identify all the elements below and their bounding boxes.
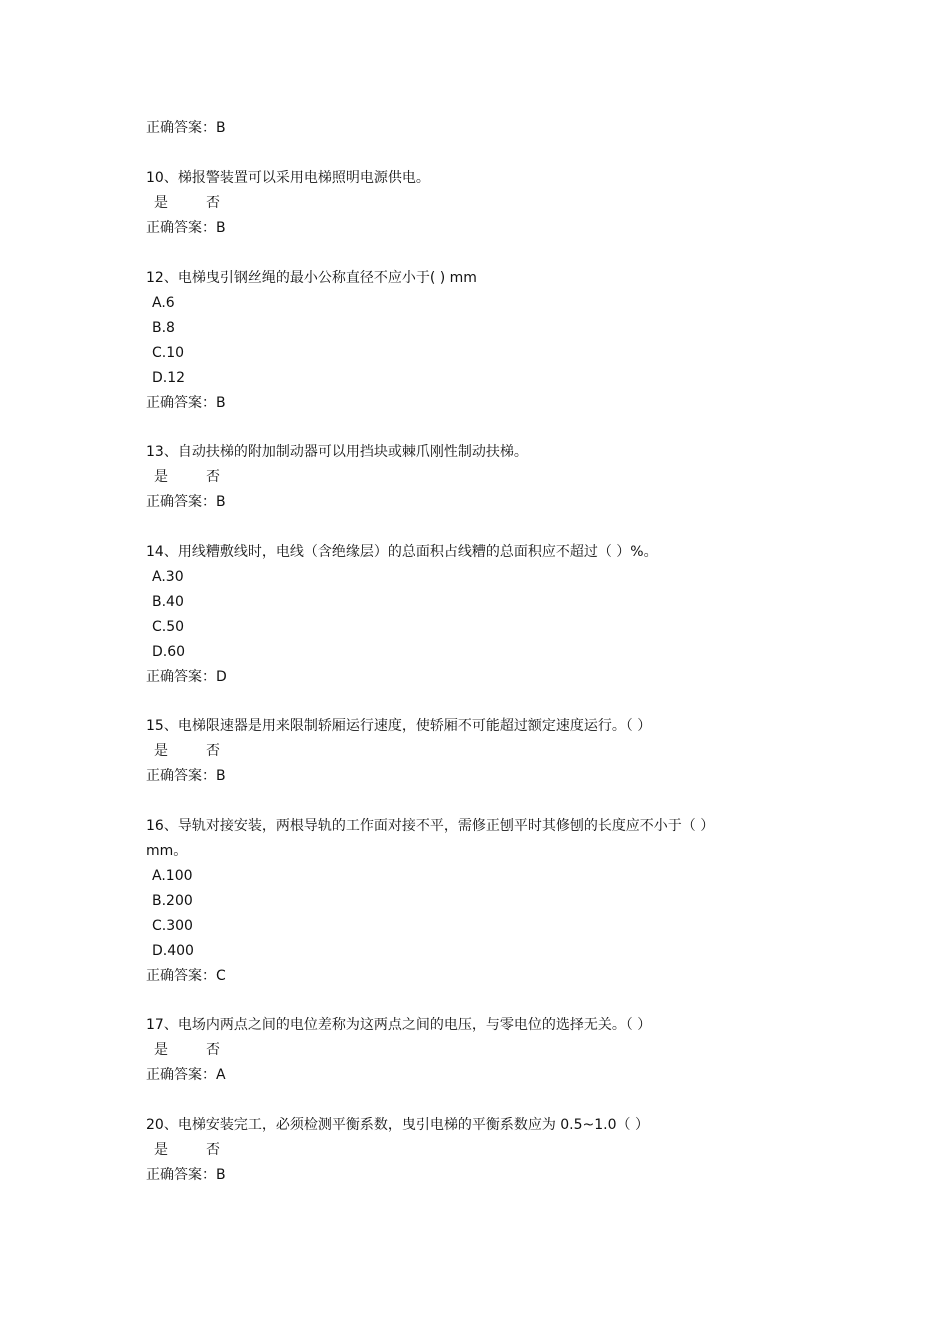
option-c: C.10 (152, 345, 185, 361)
answer-line: 正确答案：B (146, 768, 226, 784)
question-13: 13、自动扶梯的附加制动器可以用挡块或棘爪刚性制动扶梯。 (146, 444, 528, 460)
true-option: 是 (154, 1142, 168, 1158)
question-12: 12、电梯曳引钢丝绳的最小公称直径不应小于( ) mm (146, 270, 477, 286)
question-10: 10、梯报警装置可以采用电梯照明电源供电。 (146, 170, 430, 186)
true-false-options (154, 193, 220, 213)
true-false-options (154, 1040, 220, 1060)
true-option: 是 (154, 743, 168, 759)
true-option: 是 (154, 1042, 168, 1058)
option-a: A.6 (152, 295, 175, 311)
question-14: 14、用线糟敷线时，电线（含绝缘层）的总面积占线糟的总面积应不超过（ ）%。 (146, 544, 658, 560)
false-option: 否 (206, 1142, 220, 1158)
false-option: 否 (206, 195, 220, 211)
false-option: 否 (206, 469, 220, 485)
option-d: D.400 (152, 943, 194, 959)
true-option: 是 (154, 469, 168, 485)
answer-line: 正确答案：A (146, 1067, 226, 1083)
true-option: 是 (154, 195, 168, 211)
option-b: B.200 (152, 893, 193, 909)
answer-line: 正确答案：D (146, 669, 227, 685)
option-a: A.30 (152, 569, 184, 585)
answer-line: 正确答案：B (146, 395, 226, 411)
option-c: C.300 (152, 918, 193, 934)
answer-line: 正确答案：B (146, 120, 226, 136)
false-option: 否 (206, 1042, 220, 1058)
answer-line: 正确答案：B (146, 494, 226, 510)
answer-line: 正确答案：B (146, 220, 226, 236)
true-false-options (154, 741, 220, 761)
question-15: 15、电梯限速器是用来限制轿厢运行速度，使轿厢不可能超过额定速度运行。（ ） (146, 718, 652, 734)
question-16: 16、导轨对接安装，两根导轨的工作面对接不平，需修正刨平时其修刨的长度应不小于（ ） (146, 818, 715, 834)
question-20: 20、电梯安装完工，必须检测平衡系数，曳引电梯的平衡系数应为 0.5~1.0（ ） (146, 1117, 649, 1133)
answer-line: 正确答案：B (146, 1167, 226, 1183)
question-16-continued: mm。 (146, 843, 188, 859)
option-d: D.60 (152, 644, 186, 660)
true-false-options (154, 467, 220, 487)
option-d: D.12 (152, 370, 186, 386)
false-option: 否 (206, 743, 220, 759)
true-false-options (154, 1140, 220, 1160)
answer-line: 正确答案：C (146, 968, 226, 984)
option-b: B.40 (152, 594, 184, 610)
option-b: B.8 (152, 320, 175, 336)
option-c: C.50 (152, 619, 185, 635)
question-17: 17、电场内两点之间的电位差称为这两点之间的电压，与零电位的选择无关。（ ） (146, 1017, 652, 1033)
option-a: A.100 (152, 868, 193, 884)
